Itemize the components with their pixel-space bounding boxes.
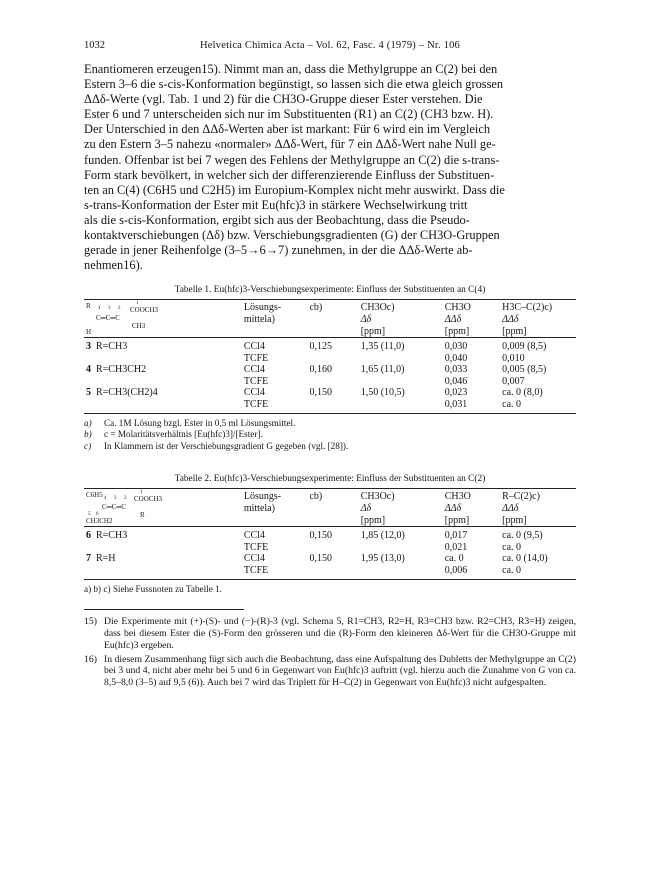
fn-text: In diesem Zusammenhang fügt sich auch die Beobachtung, dass eine Aufspaltung des Dubletts der Methylgruppe an C(2) bei 3 und 4, nicht aber mehr bei 5 und 6 in Gegenwart von Eu(hfc)3 auftritt (vgl. hierzu auch die Zunahme von G von ca. 8,5–8,0 (3–5) auf 9,5 (6)). Auch bei 7 wird das Triplett für H–C(2) in Gegenwart von Eu(hfc)3 nicht aufgespalten. (104, 653, 576, 689)
body-line: Ester 6 und 7 unterscheiden sich nur im Substituenten (R1) an C(2) (CH3 bzw. H). (84, 107, 494, 122)
body-text (84, 62, 576, 273)
body-line: s-trans-Konformation der Ester mit Eu(hfc)3 in stärkere Wechselwirkung tritt (84, 197, 468, 212)
fn-text: a) b) c) Siehe Fussnoten zu Tabelle 1. (84, 583, 222, 594)
cell (307, 565, 358, 579)
struct-label: 3 (108, 306, 111, 312)
fn-text: Die Experimente mit (+)-(S)- und (−)-(R)-3 (vgl. Schema 5, R1=CH3, R2=H, R3=CH3 bzw. R2=CH3, R3=H) zeigen, dass bei diesem Ester die (S)-Form den grösseren und die (R)-Form den kleineren Δδ-Wert für die CH3O-Gruppe mit Eu(hfc)3 ergeben. (104, 616, 576, 651)
table-row (84, 565, 576, 579)
cell: TCFE (242, 565, 308, 579)
body-line: zu den Estern 3–5 nahezu «normaler» ΔΔδ-Wert, für 7 ein ΔΔδ-Wert nahe Null ge- (84, 137, 496, 152)
table-row (84, 376, 576, 388)
table-row (84, 527, 576, 542)
header-d: [ppm] (360, 325, 386, 337)
body-line: nehmen16). (84, 258, 143, 273)
table2-footnote (84, 584, 576, 596)
header-dd: ΔΔδ (444, 503, 462, 515)
cell: 0,006 (443, 565, 500, 579)
header-dd: ΔΔδ (444, 313, 462, 325)
cell: 0,009 (8,5) (500, 338, 576, 353)
cell: ca. 0 (8,0) (502, 387, 543, 399)
body-line: als die s-cis-Konformation, ergibt sich aus der Beobachtung, dass die Pseudo- (84, 212, 470, 227)
struct-label: C═C═C (102, 503, 126, 512)
body-line: kontaktverschiebungen (Δδ) bzw. Verschiebungsgradienten (G) der CH3O-Gruppen (84, 228, 500, 243)
table-row (84, 364, 576, 376)
header-dd: [ppm] (444, 325, 470, 337)
cell: 0,005 (8,5) (502, 364, 547, 376)
cell: 0,017 (443, 527, 500, 542)
cell: 0,150 (309, 553, 332, 565)
cell: 0,030 (443, 338, 500, 353)
cell (359, 353, 443, 365)
table-row (84, 338, 576, 353)
cell: ca. 0 (9,5) (500, 527, 576, 542)
compound-id: 4 (86, 364, 91, 376)
cell: TCFE (243, 375, 269, 387)
fn-text: c = Molaritätsverhältnis [Eu(hfc)3]/[Ester]. (104, 429, 263, 440)
cell: 0,007 (502, 375, 525, 387)
cell: 1,50 (10,5) (360, 387, 405, 399)
fn-mark: b) (84, 429, 92, 440)
struct-label: 5 (88, 512, 91, 518)
header-solvent: Lösungs- (243, 302, 282, 314)
table1 (84, 299, 576, 413)
header-d: CH3Oc) (360, 491, 395, 503)
cell (307, 353, 358, 365)
header-solvent: mittela) (243, 503, 275, 515)
header-dd: CH3O (444, 491, 471, 503)
cell (359, 542, 443, 554)
header-solvent: mittela) (243, 313, 275, 325)
substituent: R=H (96, 553, 116, 565)
header-dd2: [ppm] (502, 325, 527, 337)
cell (359, 376, 443, 388)
cell: 0,021 (444, 541, 468, 553)
cell: TCFE (243, 541, 269, 553)
header-dd2: H3C–C(2)c) (502, 302, 553, 314)
struct-label: CH3CH2 (86, 517, 113, 526)
header-c: cb) (309, 491, 323, 503)
struct-label: CH3 (132, 322, 146, 331)
body-line: gerade in jener Reihenfolge (3–5→6→7) zunehmen, in der die ΔΔδ-Werte ab- (84, 243, 473, 258)
journal-page (84, 40, 576, 691)
running-header (84, 40, 576, 56)
footnote-16 (84, 654, 576, 689)
cell: 0,125 (307, 338, 358, 353)
struct-label: 2 (118, 306, 121, 312)
compound-id: 5 (86, 387, 91, 399)
fn-text: Ca. 1M Lösung bzgl. Ester in 0,5 ml Lösungsmittel. (104, 417, 296, 428)
cell: 1,85 (12,0) (359, 527, 443, 542)
table-row (84, 387, 576, 399)
cell: 0,023 (444, 387, 468, 399)
substituent: R=CH3CH2 (96, 364, 147, 376)
struct-label: R (86, 302, 91, 311)
cell: CCl4 (242, 338, 308, 353)
struct-label: 2 (124, 496, 127, 502)
page-number: 1032 (84, 40, 105, 51)
cell: ca. 0 (500, 399, 576, 413)
running-title: Helvetica Chimica Acta – Vol. 62, Fasc. 4 (1979) – Nr. 106 (200, 40, 460, 51)
header-dd: [ppm] (444, 514, 470, 526)
struct-label: C═C═C (96, 314, 120, 323)
fn-mark: c) (84, 440, 92, 451)
body-line: ten an C(4) (C6H5 und C2H5) im Europium-Komplex nicht mehr auswirkt. Dass die (84, 182, 505, 197)
cell (307, 542, 358, 554)
table-row (84, 553, 576, 565)
cell: 1,35 (11,0) (359, 338, 443, 353)
struct-label: 3 (114, 496, 117, 502)
table1-caption: Tabelle 1. Eu(hfc)3-Verschiebungsexperimente: Einfluss der Substituenten an C(4) (174, 285, 486, 296)
footnote-separator (84, 609, 244, 610)
body-line: funden. Offenbar ist bei 7 wegen des Fehlens der Methylgruppe an C(2) die s-trans- (84, 152, 500, 167)
cell: 0,033 (444, 364, 468, 376)
body-line: Form stark bevölkert, in welcher sich der differenzierende Einfluss der Substituen- (84, 167, 495, 182)
header-solvent: Lösungs- (243, 491, 282, 503)
fn-mark: 15) (84, 616, 97, 628)
cell (359, 565, 443, 579)
fn-text: In Klammern ist der Verschiebungsgradient G gegeben (vgl. [28]). (104, 440, 349, 451)
substituent: R=CH3 (96, 530, 128, 542)
table1-structure (86, 300, 240, 336)
body-line: ΔΔδ-Werte (vgl. Tab. 1 und 2) für die CH3O-Gruppe dieser Ester verstehen. Die (84, 92, 483, 107)
cell (359, 399, 443, 413)
cell: 0,010 (502, 352, 525, 364)
body-line: Estern 3–6 die s-cis-Konformation begünstigt, so lassen sich die etwa gleich grossen (84, 77, 504, 92)
table-row (84, 353, 576, 365)
cell: CCl4 (243, 387, 265, 399)
body-line: Enantiomeren erzeugen15). Nimmt man an, dass die Methylgruppe an C(2) bei den (84, 62, 498, 76)
header-dd2: ΔΔδ (502, 313, 519, 325)
cell: 1,65 (11,0) (360, 364, 405, 376)
cell: ca. 0 (444, 553, 464, 565)
table2-caption: Tabelle 2. Eu(hfc)3-Verschiebungsexperimente: Einfluss der Substituenten an C(2) (174, 474, 486, 485)
struct-label: COOCH3 (134, 495, 163, 504)
cell: TCFE (243, 352, 269, 364)
cell: CCl4 (243, 364, 265, 376)
cell: 0,150 (307, 527, 358, 542)
struct-label: H (86, 328, 92, 337)
header-d: CH3Oc) (360, 302, 395, 314)
cell: 0,150 (309, 387, 332, 399)
footnote-15 (84, 616, 576, 651)
header-d: Δδ (360, 503, 372, 515)
cell: 0,046 (444, 375, 468, 387)
struct-label: R (140, 511, 145, 520)
cell: CCl4 (243, 553, 265, 565)
cell: ca. 0 (502, 541, 522, 553)
table-row (84, 399, 576, 413)
table2 (84, 488, 576, 579)
cell: 0,031 (443, 399, 500, 413)
table-row (84, 542, 576, 554)
compound-id: 6 (86, 530, 91, 542)
header-c: cb) (309, 302, 323, 314)
compound-id: 7 (86, 553, 91, 565)
header-dd2: [ppm] (502, 514, 527, 526)
cell: CCl4 (242, 527, 308, 542)
table2-structure (86, 489, 240, 525)
struct-label: COOCH3 (130, 306, 159, 315)
cell (307, 399, 358, 413)
cell: 0,160 (309, 364, 332, 376)
header-dd2: ΔΔδ (502, 503, 519, 515)
compound-id: 3 (86, 341, 91, 353)
table1-footnotes (84, 418, 576, 453)
cell: 0,040 (444, 352, 468, 364)
cell (307, 376, 358, 388)
struct-label: 4 (104, 496, 107, 502)
struct-label: 4 (98, 306, 101, 312)
fn-mark: 16) (84, 653, 97, 665)
struct-label: 6 (96, 512, 99, 518)
cell: 1,95 (13,0) (360, 553, 405, 565)
header-dd: CH3O (444, 302, 471, 314)
body-line: Der Unterschied in den ΔΔδ-Werten aber ist markant: Für 6 wird ein im Vergleich (84, 122, 491, 137)
substituent: R=CH3 (96, 341, 128, 353)
fn-mark: a) (84, 417, 92, 428)
cell: TCFE (242, 399, 308, 413)
struct-label: 1 (140, 490, 143, 496)
header-dd2: R–C(2)c) (502, 491, 540, 503)
cell: ca. 0 (500, 565, 576, 579)
header-d: Δδ (360, 313, 372, 325)
struct-label: 1 (136, 301, 139, 307)
cell: ca. 0 (14,0) (502, 553, 548, 565)
struct-label: C6H5 (86, 491, 103, 500)
header-d: [ppm] (360, 514, 386, 526)
substituent: R=CH3(CH2)4 (96, 387, 158, 399)
